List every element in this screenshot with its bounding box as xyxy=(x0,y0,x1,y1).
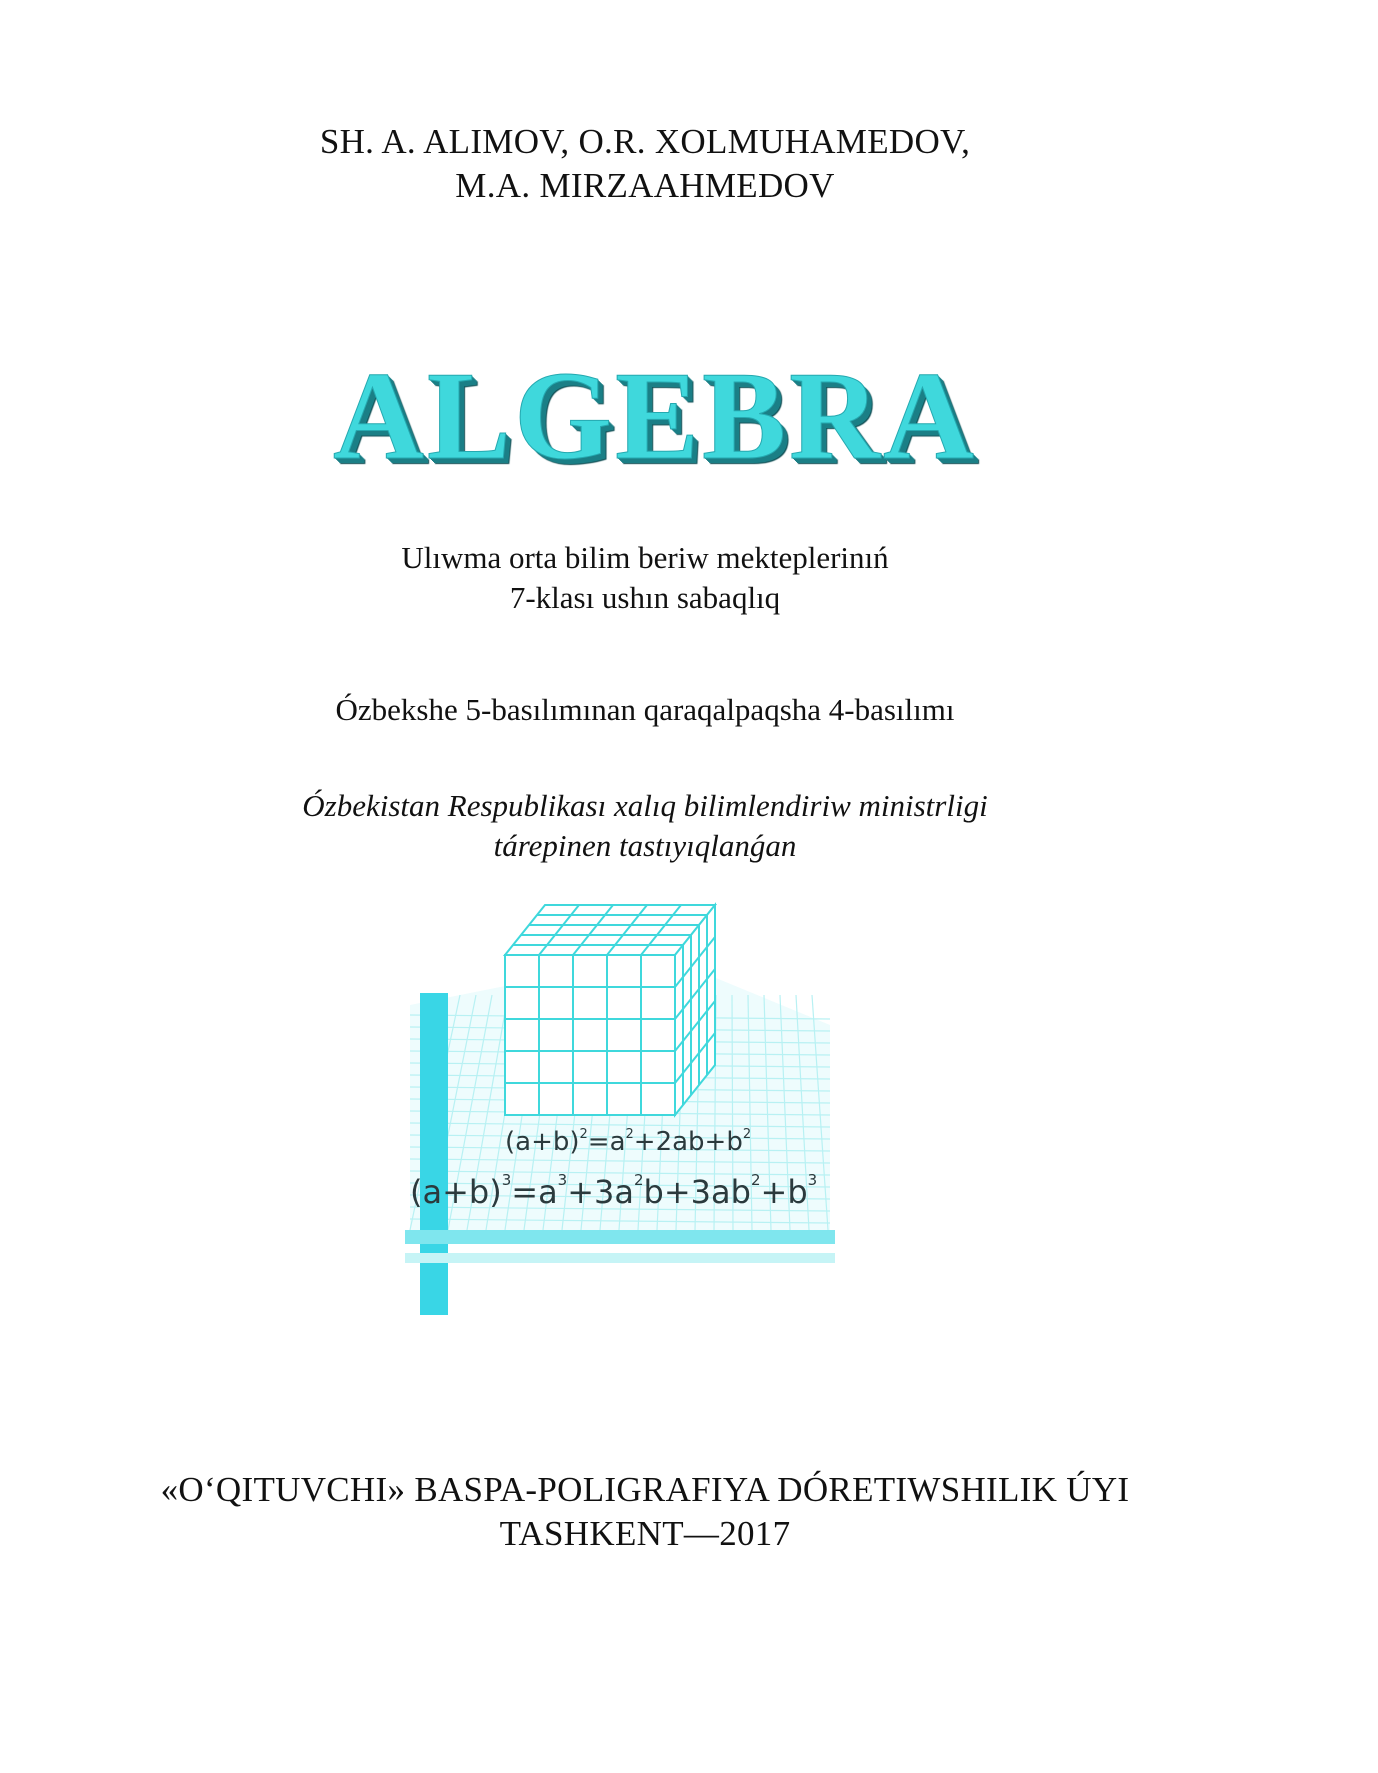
cube-grid-graphic xyxy=(400,885,840,1315)
publisher-city-year: TASHKENT—2017 xyxy=(499,1514,791,1553)
subtitle-line-1: Ulıwma orta bilim beriw mekteplerinıń xyxy=(401,540,889,575)
approval-line-1: Ózbekistan Respublikası xalıq bilimlendiriw ministrligi xyxy=(302,788,988,823)
approval-note xyxy=(0,786,1290,866)
formula-square: $(a+b)^2=a^2+2ab+b^2$ xyxy=(505,1127,752,1157)
publisher-name: «O‘QITUVCHI» BASPA-POLIGRAFIYA DÓRETIWSHILIK ÚYI xyxy=(160,1470,1130,1509)
authors-line-1: SH. A. ALIMOV, O.R. XOLMUHAMEDOV, xyxy=(319,122,971,161)
edition-note: Ózbekshe 5-basılımınan qaraqalpaqsha 4-basılımı xyxy=(335,692,955,727)
authors-line-2: M.A. MIRZAAHMEDOV xyxy=(455,166,835,205)
cube-icon xyxy=(505,905,715,1115)
authors xyxy=(0,120,1290,208)
publisher xyxy=(0,1468,1290,1556)
approval-line-2: tárepinen tastıyıqlanǵan xyxy=(493,828,797,863)
vertical-bar xyxy=(420,993,448,1315)
subtitle-line-2: 7-klası ushın sabaqlıq xyxy=(509,580,781,615)
horizontal-bar-lower xyxy=(405,1253,835,1263)
subtitle xyxy=(0,538,1290,618)
cover-illustration xyxy=(400,885,840,1315)
horizontal-bar xyxy=(405,1230,835,1244)
book-title: ALGEBRA xyxy=(332,347,978,486)
formula-cube: $(a+b)^3=a^3+3a^2b+3ab^2+b^3$ xyxy=(410,1171,818,1211)
